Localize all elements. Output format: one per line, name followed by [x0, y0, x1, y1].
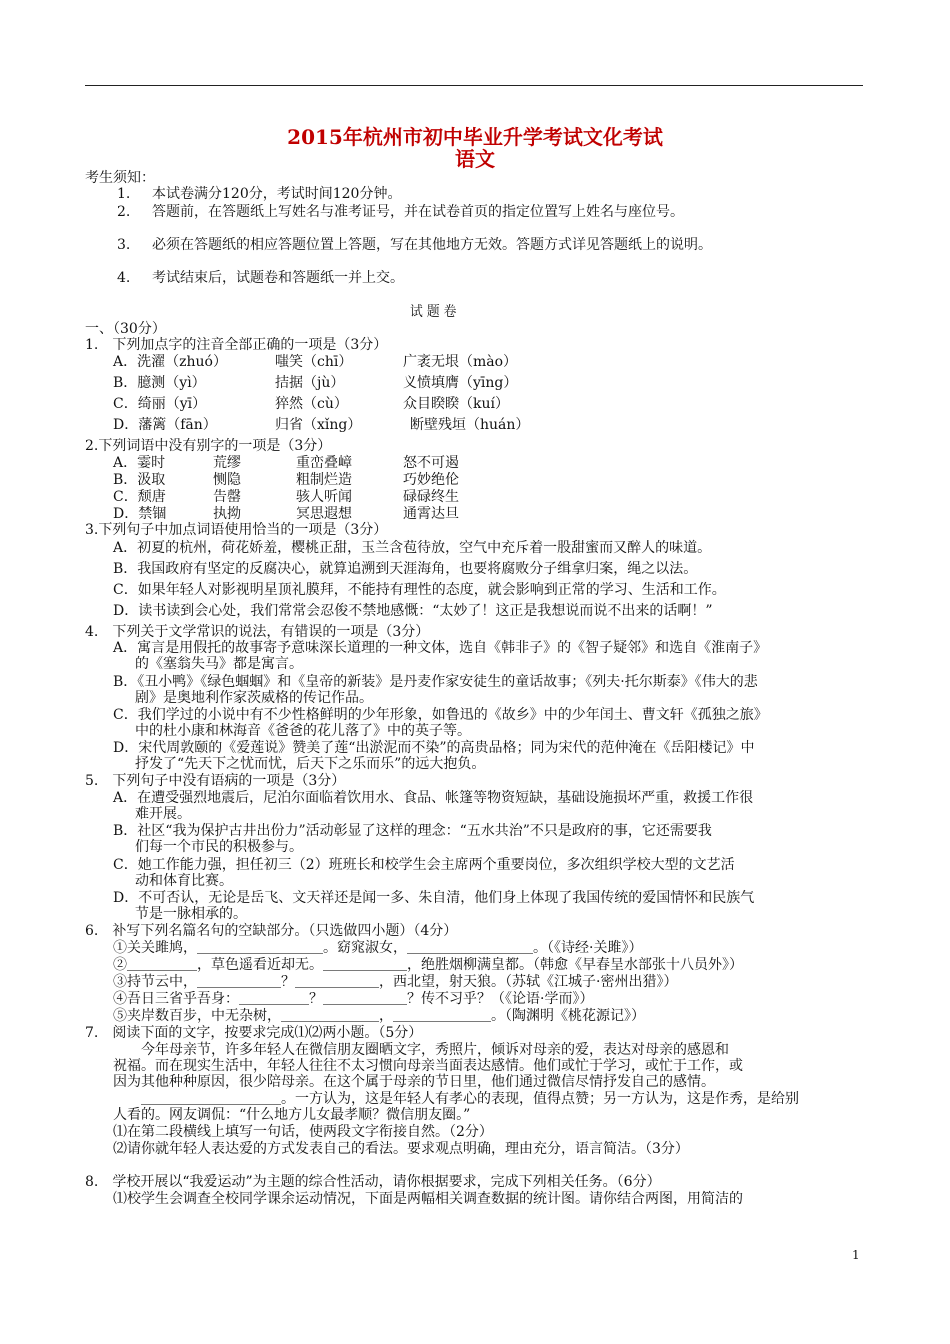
q1-d-col2: 归省（xǐng） [275, 417, 362, 433]
q4-option-b-l2: 剧》是奥地利作家茨威格的传记作品。 [135, 690, 373, 706]
q7-para2-l2: 人看的。网友调侃：“什么地方儿女最孝顺？微信朋友圈。” [113, 1107, 471, 1123]
q5-option-c-l2: 动和体育比赛。 [135, 873, 233, 889]
q2-b-2: 恻隐 [213, 472, 241, 488]
notice-num-1: 1. [117, 186, 131, 202]
q5-option-a-l2: 难开展。 [135, 806, 191, 822]
q4-option-d-l1: D．宋代周敦颐的《爱莲说》赞美了莲“出淤泥而不染”的高贵品格；同为宋代的范仲淹在《岳阳楼记》中 [113, 740, 755, 756]
q1-d-col1: D．藩篱（fān） [113, 417, 217, 433]
notice-item-2: 答题前，在答题纸上写姓名与准考证号，并在试卷首页的指定位置写上姓名与座位号。 [152, 204, 684, 220]
q7-sub2: ⑵请你就年轻人表达爱的方式发表自己的看法。要求观点明确，理由充分，语言简洁。（3分） [113, 1141, 689, 1157]
q2-a-1: A．霎时 [113, 455, 166, 471]
q2-b-1: B．汲取 [113, 472, 166, 488]
q5-option-b-l2: 们每一个市民的积极参与。 [135, 839, 303, 855]
q5-option-c-l1: C．她工作能力强，担任初三（2）班班长和校学生会主席两个重要岗位，多次组织学校大型的文艺活 [113, 857, 735, 873]
q1-d-col3: 断壁残垣（huán） [410, 417, 530, 433]
q1-a-col2: 嗤笑（chī） [275, 354, 353, 370]
q7-stem: 7. 阅读下面的文字，按要求完成⑴⑵两小题。（5分） [85, 1025, 423, 1041]
q4-option-d-l2: 抒发了“先天下之忧而忧，后天下之乐而乐”的远大抱负。 [135, 756, 486, 772]
q4-option-b-l1: B．《丑小鸭》《绿色蝈蝈》和《皇帝的新装》是丹麦作家安徒生的童话故事；《列夫·托尔斯泰》《伟大的悲 [113, 674, 758, 690]
q1-a-col1: A．洗濯（zhuó） [113, 354, 227, 370]
q1-stem: 1. 下列加点字的注音全部正确的一项是（3分） [85, 337, 388, 353]
q3-stem: 3.下列句子中加点词语使用恰当的一项是（3分） [85, 522, 388, 538]
page-number: 1 [852, 1248, 860, 1262]
q3-option-b: B．我国政府有坚定的反腐决心，就算追溯到天涯海角，也要将腐败分子缉拿归案，绳之以法。 [113, 561, 698, 577]
q7-para2-l1: ＿＿＿＿＿＿＿＿＿＿。一方认为，这是年轻人有孝心的表现，值得点赞；另一方认为，这是作秀，是给别 [113, 1091, 799, 1107]
q2-a-3: 重峦叠嶂 [296, 455, 352, 471]
q5-option-b-l1: B．社区“我为保护古井出份力”活动彰显了这样的理念：“五水共治”不只是政府的事，它还需要我 [113, 823, 712, 839]
q2-b-3: 粗制烂造 [296, 472, 352, 488]
q7-sub1: ⑴在第二段横线上填写一句话，使两段文字衔接自然。（2分） [113, 1124, 493, 1140]
q2-stem: 2.下列词语中没有别字的一项是（3分） [85, 438, 332, 454]
q3-option-c: C．如果年轻人对影视明星顶礼膜拜，不能持有理性的态度，就会影响到正常的学习、生活和工作。 [113, 582, 726, 598]
q6-line-1: ①关关雎鸠，＿＿＿＿＿＿＿＿＿。窈窕淑女，＿＿＿＿＿＿＿＿＿。（《诗经·关雎》） [113, 940, 643, 956]
q2-d-1: D．禁锢 [113, 506, 167, 522]
q4-option-a-l1: A．寓言是用假托的故事寄予意味深长道理的一种文体，选自《韩非子》的《智子疑邻》和选自《淮南子》 [113, 640, 768, 656]
q4-stem: 4. 下列关于文学常识的说法，有错误的一项是（3分） [85, 624, 430, 640]
q5-option-a-l1: A．在遭受强烈地震后，尼泊尔面临着饮用水、食品、帐篷等物资短缺，基础设施损坏严重，救援工作很 [113, 790, 754, 806]
q3-option-d: D．读书读到会心处，我们常常会忍俊不禁地感慨：“太妙了！这正是我想说而说不出来的话啊！” [113, 603, 713, 619]
q7-para1-l2: 祝福。而在现实生活中，年轻人往往不太习惯向母亲当面表达感情。他们或忙于学习，或忙于工作，或 [113, 1058, 743, 1074]
q2-d-3: 冥思遐想 [296, 506, 352, 522]
exam-title: 2015年杭州市初中毕业升学考试文化考试 [287, 125, 663, 149]
q8-sub1: ⑴校学生会调查全校同学课余运动情况，下面是两幅相关调查数据的统计图。请你结合两图，用简洁的 [113, 1191, 743, 1207]
q2-d-2: 执拗 [213, 506, 241, 522]
notice-num-3: 3. [117, 237, 131, 253]
notice-num-4: 4. [117, 270, 131, 286]
q3-option-a: A．初夏的杭州，荷花娇羞，樱桃正甜，玉兰含苞待放，空气中充斥着一股甜蜜而又醉人的味道。 [113, 540, 712, 556]
exam-subject: 语文 [455, 147, 495, 171]
q6-line-3: ③持节云中，＿＿＿＿＿＿？＿＿＿＿＿＿，西北望，射天狼。（苏轼《江城子·密州出猎》） [113, 974, 678, 990]
notice-heading: 考生须知： [85, 170, 155, 186]
q2-c-2: 告罄 [213, 489, 241, 505]
q2-a-4: 怒不可遏 [403, 455, 459, 471]
q5-option-d-l2: 节是一脉相承的。 [135, 906, 247, 922]
section-title: 试 题 卷 [409, 304, 457, 320]
part-one-heading: 一、（30分） [85, 321, 166, 337]
q6-line-2: ②＿＿＿＿＿，草色遥看近却无。＿＿＿＿＿＿，绝胜烟柳满皇都。（韩愈《早春呈水部张十八员外》） [113, 957, 743, 973]
header-rule [85, 85, 863, 86]
q4-option-a-l2: 的《塞翁失马》都是寓言。 [135, 656, 303, 672]
q5-option-d-l1: D．不可否认，无论是岳飞、文天祥还是闻一多、朱自清，他们身上体现了我国传统的爱国情怀和民族气 [113, 890, 755, 906]
q6-stem: 6. 补写下列名篇名句的空缺部分。（只选做四小题）（4分） [85, 923, 458, 939]
q4-option-c-l2: 中的杜小康和林海音《爸爸的花儿落了》中的英子等。 [135, 723, 471, 739]
q8-stem: 8. 学校开展以“我爱运动”为主题的综合性活动，请你根据要求，完成下列相关任务。（6分） [85, 1174, 661, 1190]
q1-c-col1: C．绮丽（yī） [113, 396, 207, 412]
q1-a-col3: 广袤无垠（mào） [403, 354, 518, 370]
notice-item-1: 本试卷满分120分，考试时间120分钟。 [152, 186, 402, 202]
q2-c-4: 碌碌终生 [403, 489, 459, 505]
q2-b-4: 巧妙绝伦 [403, 472, 459, 488]
q1-b-col1: B．臆测（yì） [113, 375, 206, 391]
notice-num-2: 2. [117, 204, 131, 220]
q6-line-5: ⑤夹岸数百步，中无杂树，＿＿＿＿＿＿＿，＿＿＿＿＿＿＿。（陶渊明《桃花源记》） [113, 1008, 645, 1024]
q1-b-col3: 义愤填膺（yīng） [403, 375, 518, 391]
notice-item-3: 必须在答题纸的相应答题位置上答题，写在其他地方无效。答题方式详见答题纸上的说明。 [152, 237, 712, 253]
q4-option-c-l1: C．我们学过的小说中有不少性格鲜明的少年形象，如鲁迅的《故乡》中的少年闰土、曹文轩《孤独之旅》 [113, 707, 768, 723]
q1-c-col2: 猝然（cù） [275, 396, 348, 412]
q1-b-col2: 拮据（jù） [275, 375, 345, 391]
q5-stem: 5. 下列句子中没有语病的一项是（3分） [85, 773, 346, 789]
q7-para1-l3: 因为其他种种原因，很少陪母亲。在这个属于母亲的节日里，他们通过微信尽情抒发自己的感情。 [113, 1074, 715, 1090]
q6-line-4: ④吾日三省乎吾身：＿＿＿＿＿？＿＿＿＿＿＿？传不习乎？（《论语·学而》） [113, 991, 594, 1007]
q1-c-col3: 众目睽睽（kuí） [403, 396, 509, 412]
q7-para1-l1: 今年母亲节，许多年轻人在微信朋友圈晒文字，秀照片，倾诉对母亲的爱，表达对母亲的感恩和 [113, 1042, 729, 1058]
notice-item-4: 考试结束后，试题卷和答题纸一并上交。 [152, 270, 404, 286]
q2-d-4: 通霄达旦 [403, 506, 459, 522]
q2-c-1: C．颓唐 [113, 489, 166, 505]
q2-a-2: 荒缪 [213, 455, 241, 471]
q2-c-3: 骇人听闻 [296, 489, 352, 505]
